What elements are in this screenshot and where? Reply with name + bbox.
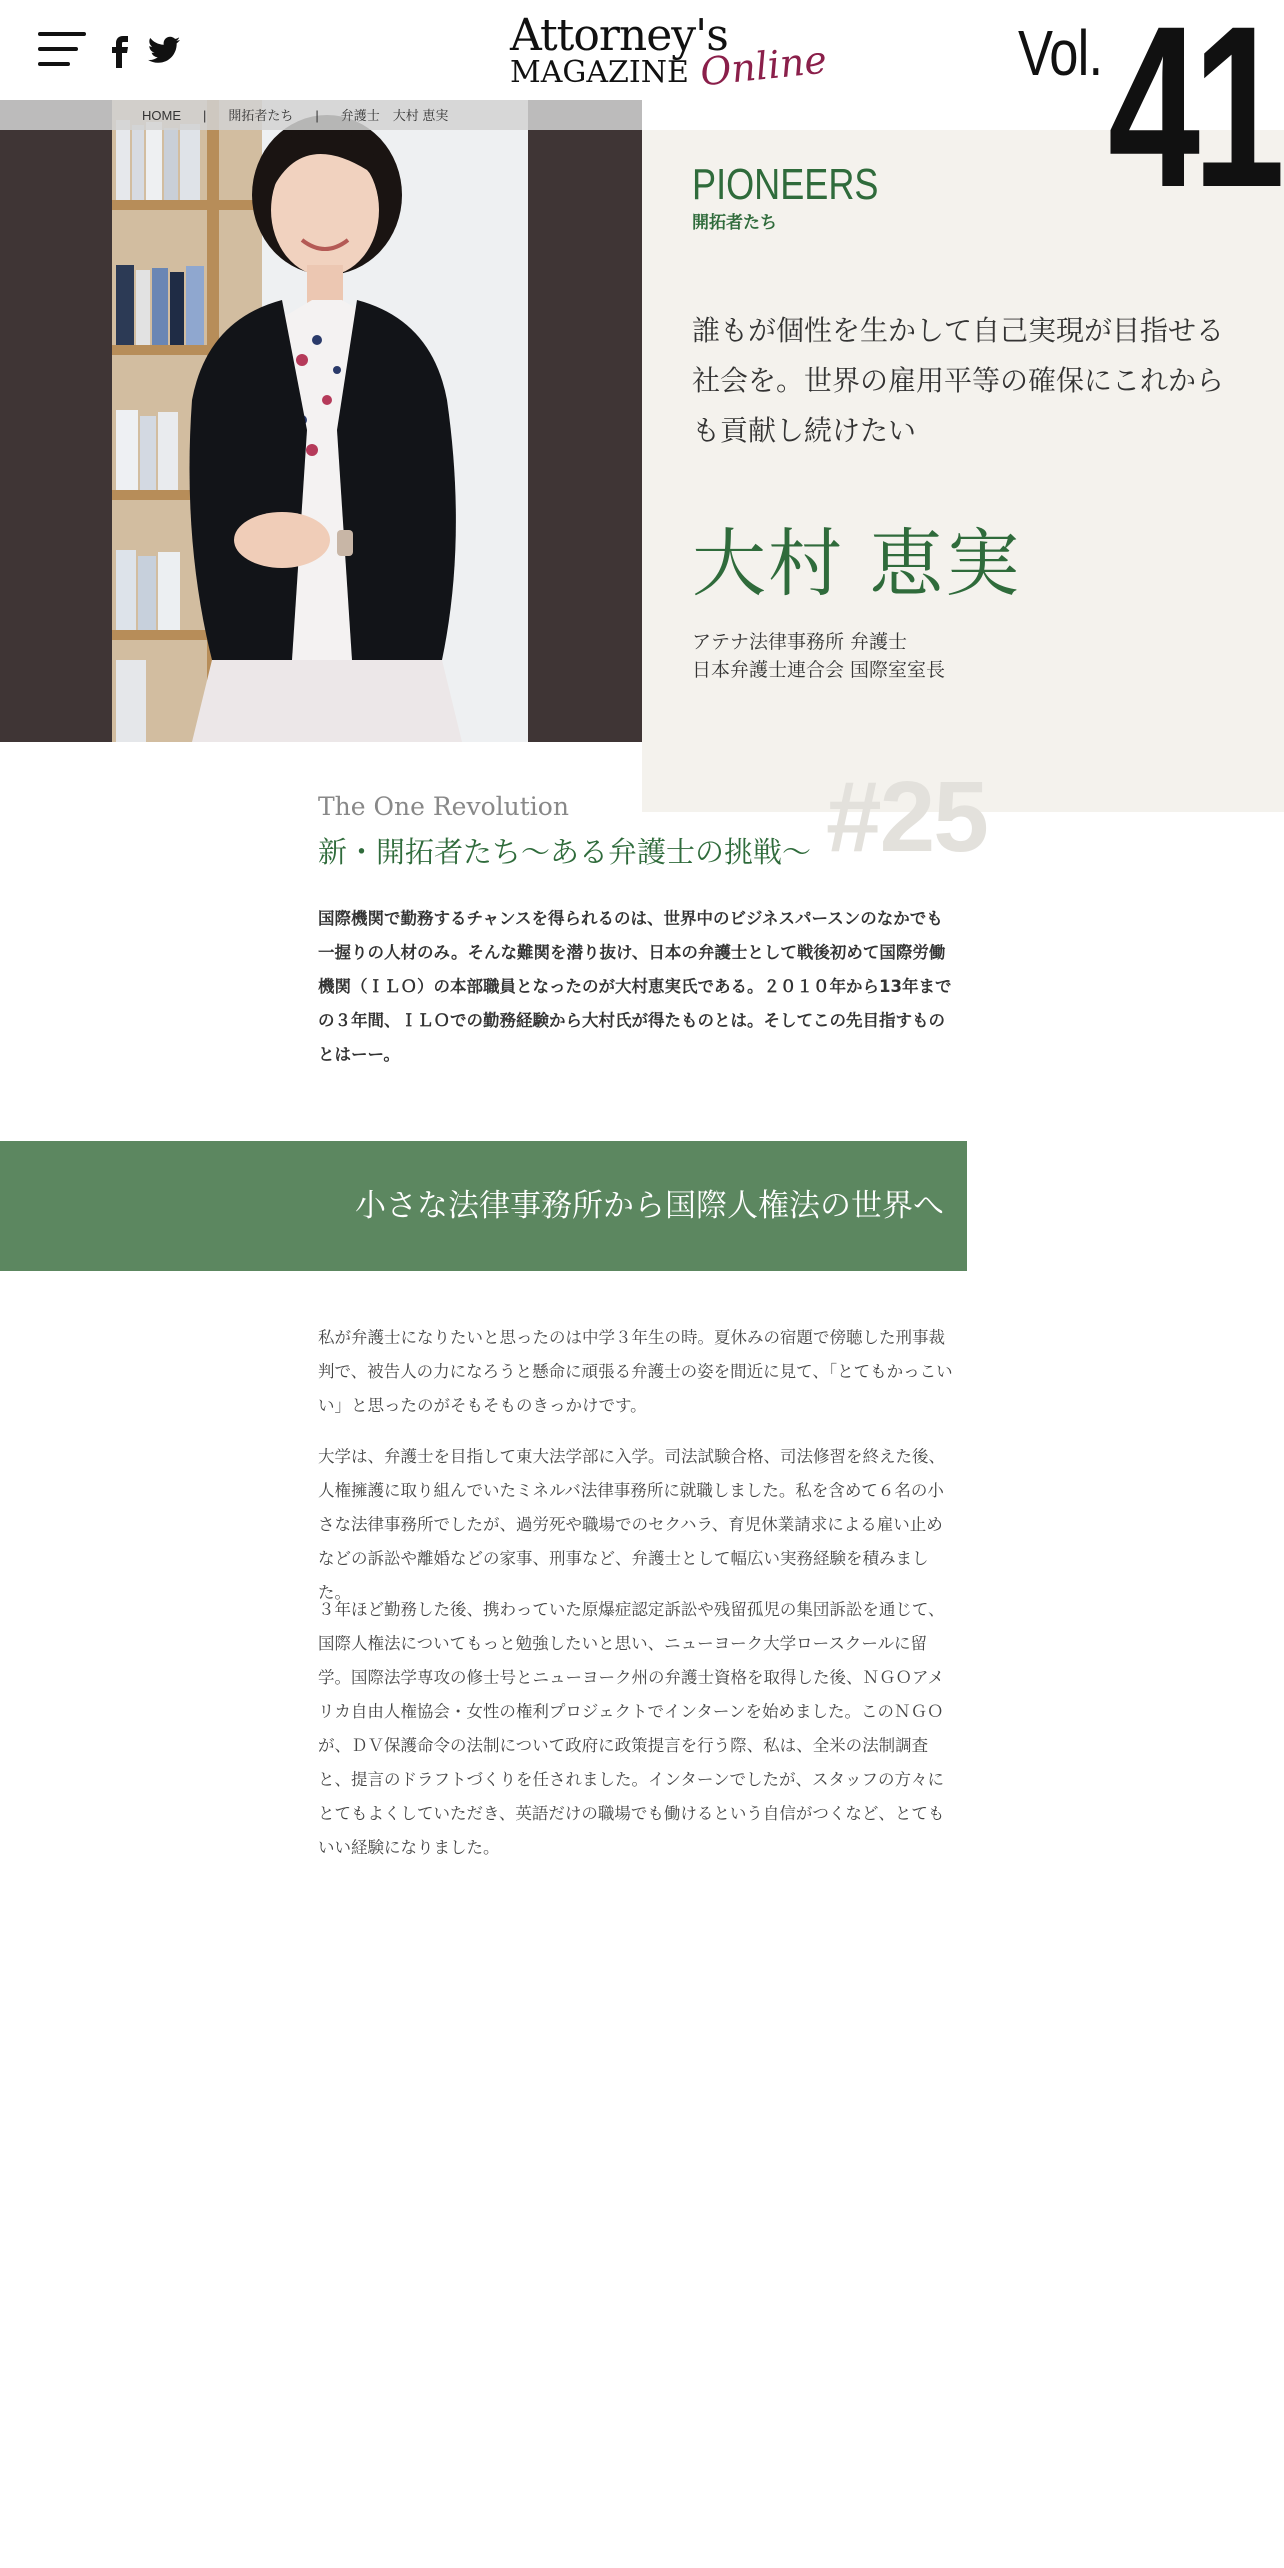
series-number: #25 bbox=[826, 761, 987, 873]
site-logo[interactable] bbox=[508, 10, 829, 95]
category-subtitle: 開拓者たち bbox=[692, 213, 777, 233]
volume-label: Vol. bbox=[1018, 17, 1103, 89]
facebook-icon[interactable] bbox=[108, 36, 132, 68]
intro-paragraph: 国際機関で勤務するチャンスを得られるのは、世界中のビジネスパースンのなかでも一握りの人材のみ。そんな難関を潜り抜け、日本の弁護士として戦後初めて国際労働機関（ＩＬＯ）の本部職員となったのが大村恵実氏である。２０１０年から13年までの３年間、ＩＬＯでの勤務経験から大村氏が得たものとは。そしてこの先目指すものとはーー。 bbox=[318, 909, 952, 1064]
affiliation-line-2: 日本弁護士連合会 国際室室長 bbox=[692, 659, 946, 681]
series-title-en: The One Revolution bbox=[318, 792, 569, 821]
logo-attorneys: Attorney's bbox=[510, 10, 728, 61]
category-title: PIONEERS bbox=[692, 160, 879, 209]
hamburger-menu-icon[interactable] bbox=[38, 30, 86, 70]
lead-quote: 誰もが個性を生かして自己実現が目指せる社会を。世界の雇用平等の確保にこれからも貢献し続けたい bbox=[692, 314, 1225, 447]
series-title-jp: 新・開拓者たち～ある弁護士の挑戦～ bbox=[318, 835, 812, 869]
twitter-icon[interactable] bbox=[148, 36, 180, 64]
portrait-photo bbox=[112, 100, 528, 742]
body-paragraph-3: ３年ほど勤務した後、携わっていた原爆症認定訴訟や残留孤児の集団訴訟を通じて、国際人権法についてもっと勉強したいと思い、ニューヨーク大学ロースクールに留学。国際法学専攻の修士号とニューヨーク州の弁護士資格を取得した後、ＮＧＯアメリカ自由人権協会・女性の権利プロジェクトでインターンを始めました。このＮＧＯが、ＤＶ保護命令の法制について政府に政策提言を行う際、私は、全米の法制調査と、提言のドラフトづくりを任されました。インターンでしたが、スタッフの方々にとてもよくしていただき、英語だけの職場でも働けるという自信がつくなど、とてもいい経験になりました。 bbox=[318, 1600, 945, 1857]
person-name: 大村 恵実 bbox=[692, 521, 1022, 607]
breadcrumb-home[interactable]: HOME bbox=[142, 108, 181, 123]
body-paragraph-2: 大学は、弁護士を目指して東大法学部に入学。司法試験合格、司法修習を終えた後、人権擁護に取り組んでいたミネルバ法律事務所に就職しました。私を含めて６名の小さな法律事務所でしたが、過労死や職場でのセクハラ、育児休業請求による雇い止めなどの訴訟や離婚などの家事、刑事など、弁護士として幅広い実務経験を積みました。 bbox=[318, 1447, 945, 1602]
affiliation-line-1: アテナ法律事務所 弁護士 bbox=[692, 631, 908, 653]
volume-number: 41 bbox=[1108, 0, 1278, 235]
breadcrumb-current: 弁護士 大村 恵実 bbox=[340, 108, 449, 123]
logo-online: Online bbox=[698, 37, 829, 95]
logo-magazine: MAGAZINE bbox=[510, 55, 689, 90]
body-paragraph-1: 私が弁護士になりたいと思ったのは中学３年生の時。夏休みの宿題で傍聴した刑事裁判で、被告人の力になろうと懸命に頑張る弁護士の姿を間近に見て、「とてもかっこいい」と思ったのがそもそものきっかけです。 bbox=[318, 1328, 953, 1415]
breadcrumb: HOME | 開拓者たち | 弁護士 大村 恵実 bbox=[142, 108, 449, 123]
section-title: 小さな法律事務所から国際人権法の世界へ bbox=[355, 1188, 944, 1224]
breadcrumb-pioneers[interactable]: 開拓者たち bbox=[228, 108, 294, 123]
affiliation bbox=[692, 628, 945, 684]
